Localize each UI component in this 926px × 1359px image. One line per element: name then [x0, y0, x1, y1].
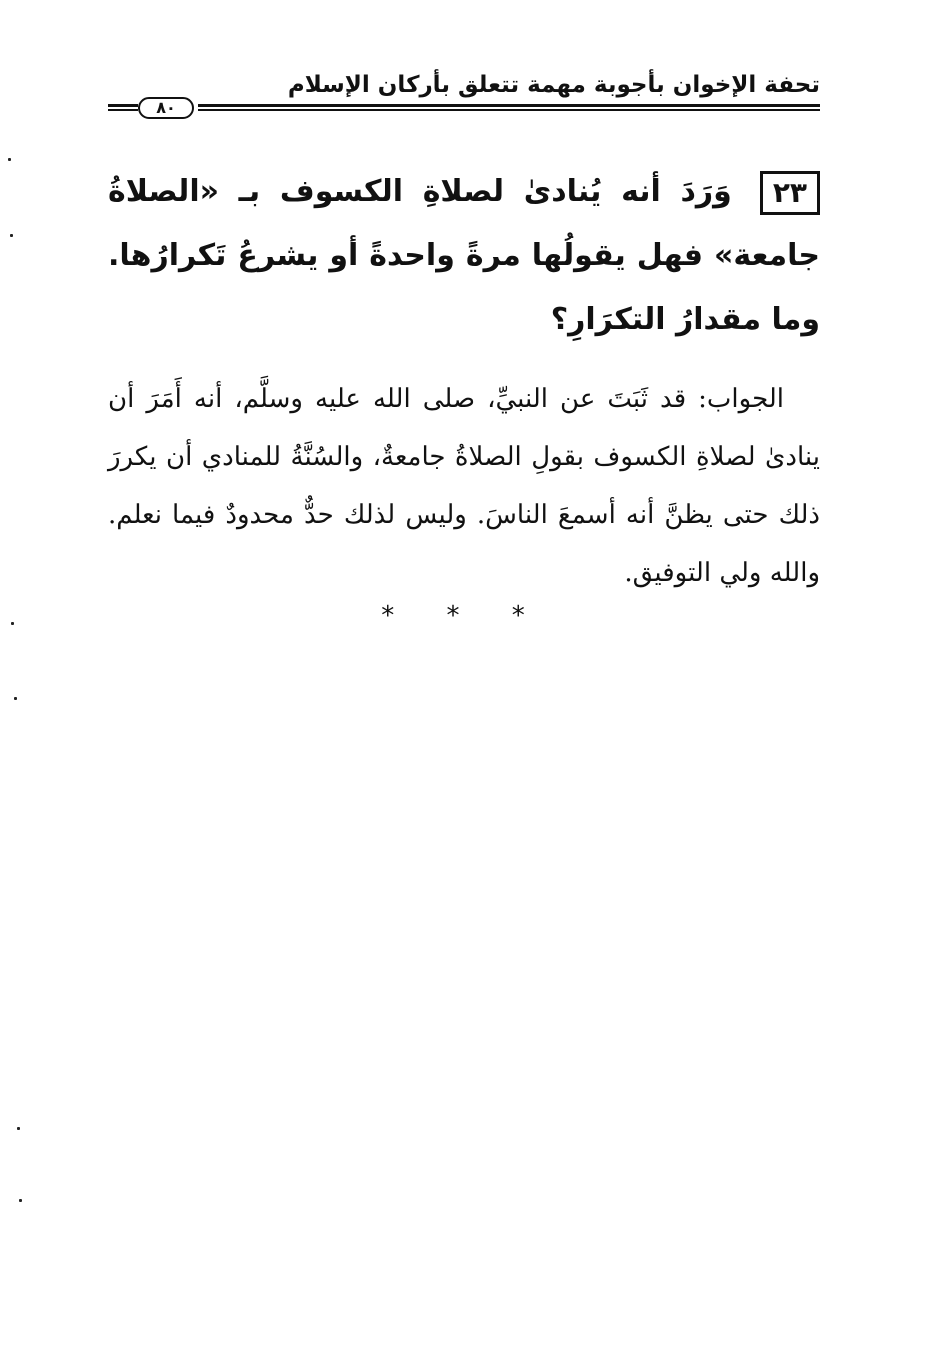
scan-speck [11, 622, 14, 625]
scan-speck [8, 158, 11, 161]
book-title: تحفة الإخوان بأجوبة مهمة تتعلق بأركان الإسلام [287, 72, 820, 98]
scan-speck [19, 1199, 22, 1202]
header-rule-left-thin [108, 109, 138, 111]
header-rule-main-thin [198, 109, 820, 111]
scan-speck [14, 697, 17, 700]
question-text: وَرَدَ أنه يُنادىٰ لصلاةِ الكسوف بـ «الصلاةُ جامعة» فهل يقولُها مرةً واحدةً أو يشرعُ تَكرارُها. وما مقدارُ التكرَارِ؟ [108, 174, 820, 337]
scan-speck [10, 234, 13, 237]
question-block [108, 160, 820, 352]
page-header [108, 64, 820, 124]
section-separator: * * * [381, 601, 547, 631]
answer-paragraph: الجواب: قد ثَبَتَ عن النبيِّ، صلى الله عليه وسلَّم، أنه أَمَرَ أن ينادىٰ لصلاةِ الكسوف بقولِ الصلاةُ جامعةٌ، والسُنَّةُ للمنادي أن يكررَ ذلك حتى يظنَّ أنه أسمعَ الناسَ. وليس لذلك حدٌّ محدودٌ فيما نعلم. والله ولي التوفيق. [108, 384, 820, 588]
question-number: ٢٣ [760, 171, 820, 215]
page-number: ٨٠ [138, 97, 194, 119]
header-rule-left-thick [108, 104, 138, 107]
header-rule [108, 98, 820, 120]
scan-speck [17, 1127, 20, 1130]
header-rule-main-thick [198, 104, 820, 107]
